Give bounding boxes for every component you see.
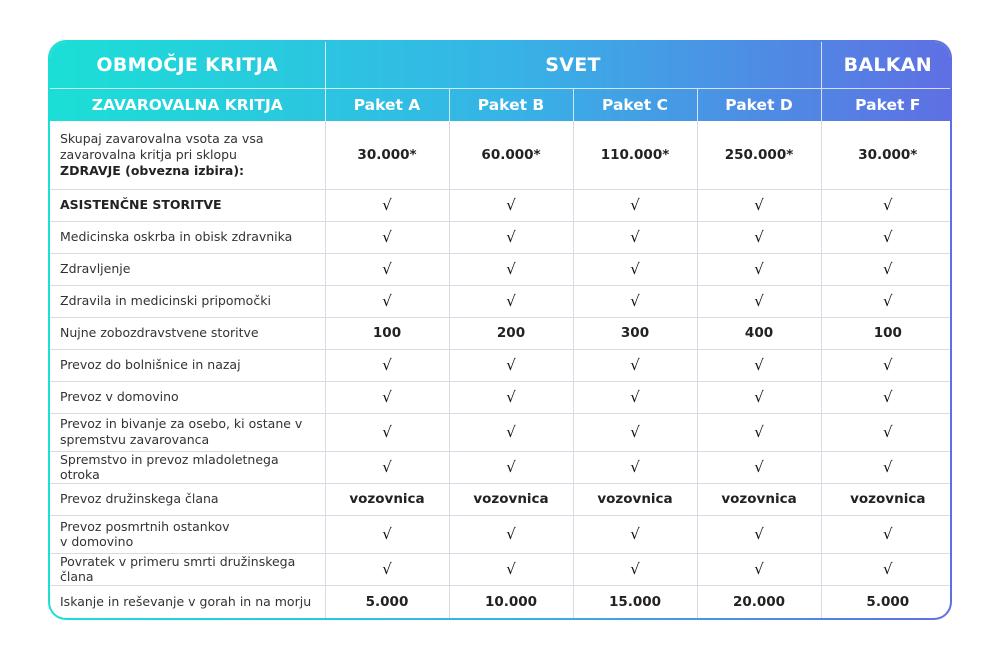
cell-value: vozovnica [449, 483, 573, 515]
check-mark: √ [573, 221, 697, 253]
table-row [50, 285, 950, 317]
check-mark: √ [573, 413, 697, 451]
package-d-header: Paket D [697, 89, 821, 122]
table-row [50, 221, 950, 253]
region-balkan-header: BALKAN [821, 42, 950, 89]
table-row [50, 253, 950, 285]
check-mark: √ [573, 451, 697, 483]
cell-value: 20.000 [697, 586, 821, 618]
cell-value: vozovnica [573, 483, 697, 515]
check-mark: √ [449, 451, 573, 483]
row-label-line1: Prevoz posmrtnih ostankov [60, 518, 230, 534]
table-row [50, 586, 950, 618]
check-mark: √ [449, 381, 573, 413]
row-label: Prevoz v domovino [50, 381, 325, 413]
header-row-packages [50, 89, 950, 122]
section-label: ASISTENČNE STORITVE [50, 189, 325, 221]
check-mark: √ [821, 253, 950, 285]
row-label: Povratek v primeru smrti družinskega člana [50, 553, 325, 585]
package-f-header: Paket F [821, 89, 950, 122]
table-row [50, 189, 950, 221]
row-label-line1: Prevoz in bivanje za osebo, ki ostane v [60, 416, 303, 432]
row-label: Zdravljenje [50, 253, 325, 285]
table-row [50, 553, 950, 585]
row-label [50, 413, 325, 451]
check-mark: √ [573, 285, 697, 317]
check-mark: √ [697, 381, 821, 413]
check-mark: √ [697, 189, 821, 221]
sum-value-a: 30.000* [325, 121, 449, 189]
table-row [50, 515, 950, 553]
check-mark: √ [325, 253, 449, 285]
table-row [50, 413, 950, 451]
check-mark: √ [697, 553, 821, 585]
check-mark: √ [697, 451, 821, 483]
sum-insured-row [50, 121, 950, 189]
check-mark: √ [449, 413, 573, 451]
table-row [50, 381, 950, 413]
table-row [50, 349, 950, 381]
check-mark: √ [821, 285, 950, 317]
check-mark: √ [697, 285, 821, 317]
check-mark: √ [449, 515, 573, 553]
row-label-line2: v domovino [60, 534, 134, 550]
cell-value: 400 [697, 317, 821, 349]
check-mark: √ [821, 413, 950, 451]
check-mark: √ [697, 413, 821, 451]
check-mark: √ [449, 553, 573, 585]
check-mark: √ [573, 189, 697, 221]
region-world-header: SVET [325, 42, 821, 89]
sum-value-c: 110.000* [573, 121, 697, 189]
cell-value: 15.000 [573, 586, 697, 618]
check-mark: √ [821, 553, 950, 585]
sum-value-f: 30.000* [821, 121, 950, 189]
check-mark: √ [573, 253, 697, 285]
cell-value: 200 [449, 317, 573, 349]
sum-label-line1: Skupaj zavarovalna vsota za vsa [60, 131, 264, 147]
sum-label-bold: ZDRAVJE (obvezna izbira): [60, 162, 245, 178]
sum-insured-label [50, 121, 325, 189]
row-label: Spremstvo in prevoz mladoletnega otroka [50, 451, 325, 483]
check-mark: √ [325, 349, 449, 381]
check-mark: √ [325, 451, 449, 483]
row-label: Nujne zobozdravstvene storitve [50, 317, 325, 349]
table-row [50, 483, 950, 515]
package-a-header: Paket A [325, 89, 449, 122]
check-mark: √ [449, 349, 573, 381]
sum-label-line2: zavarovalna kritja pri sklopu [60, 146, 237, 162]
check-mark: √ [821, 221, 950, 253]
check-mark: √ [449, 253, 573, 285]
table-row [50, 317, 950, 349]
check-mark: √ [325, 221, 449, 253]
check-mark: √ [697, 253, 821, 285]
check-mark: √ [325, 413, 449, 451]
check-mark: √ [821, 515, 950, 553]
row-label: Prevoz družinskega člana [50, 483, 325, 515]
row-label: Medicinska oskrba in obisk zdravnika [50, 221, 325, 253]
row-label: Zdravila in medicinski pripomočki [50, 285, 325, 317]
cell-value: 5.000 [821, 586, 950, 618]
check-mark: √ [325, 189, 449, 221]
check-mark: √ [325, 553, 449, 585]
check-mark: √ [325, 381, 449, 413]
cell-value: 5.000 [325, 586, 449, 618]
check-mark: √ [821, 189, 950, 221]
check-mark: √ [573, 515, 697, 553]
sum-value-d: 250.000* [697, 121, 821, 189]
check-mark: √ [697, 221, 821, 253]
coverage-table-card [48, 40, 952, 620]
coverage-table-container [50, 42, 950, 618]
check-mark: √ [821, 451, 950, 483]
header-row-regions [50, 42, 950, 89]
cell-value: vozovnica [325, 483, 449, 515]
coverage-table [50, 42, 950, 618]
cell-value: 300 [573, 317, 697, 349]
check-mark: √ [697, 515, 821, 553]
coverages-header: ZAVAROVALNA KRITJA [50, 89, 325, 122]
sum-value-b: 60.000* [449, 121, 573, 189]
check-mark: √ [573, 381, 697, 413]
cell-value: 100 [325, 317, 449, 349]
check-mark: √ [821, 349, 950, 381]
check-mark: √ [449, 285, 573, 317]
row-label: Iskanje in reševanje v gorah in na morju [50, 586, 325, 618]
cell-value: vozovnica [821, 483, 950, 515]
row-label [50, 515, 325, 553]
check-mark: √ [325, 515, 449, 553]
package-b-header: Paket B [449, 89, 573, 122]
coverage-area-header: OBMOČJE KRITJA [96, 54, 279, 76]
check-mark: √ [697, 349, 821, 381]
cell-value: vozovnica [697, 483, 821, 515]
row-label-line2: spremstvu zavarovanca [60, 432, 210, 447]
check-mark: √ [325, 285, 449, 317]
check-mark: √ [573, 553, 697, 585]
check-mark: √ [821, 381, 950, 413]
cell-value: 100 [821, 317, 950, 349]
check-mark: √ [449, 221, 573, 253]
table-row [50, 451, 950, 483]
check-mark: √ [573, 349, 697, 381]
row-label: Prevoz do bolnišnice in nazaj [50, 349, 325, 381]
package-c-header: Paket C [573, 89, 697, 122]
cell-value: 10.000 [449, 586, 573, 618]
check-mark: √ [449, 189, 573, 221]
